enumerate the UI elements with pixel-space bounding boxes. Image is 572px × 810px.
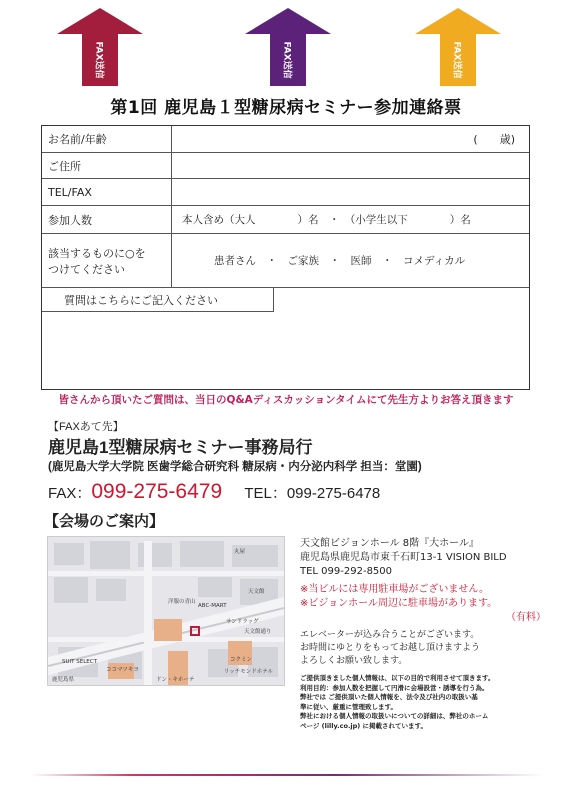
- fax-line: [48, 480, 380, 504]
- address-label: ご住所: [42, 153, 172, 178]
- row-attendees: [42, 206, 529, 234]
- fax-arrow-1: [57, 8, 143, 86]
- fax-number: 099-275-6479: [91, 480, 223, 503]
- tel-fax-label: TEL/FAX: [42, 179, 172, 205]
- elevator-line: よろしくお願い致します。: [300, 656, 408, 666]
- attendees-text: 本人含め（大人 ）名 ・ （小学生以下 ）名: [182, 214, 471, 226]
- attendees-field[interactable]: [172, 206, 529, 233]
- registration-form: [41, 125, 530, 390]
- category-label-line1: 該当するものに○を: [48, 246, 146, 260]
- fax-arrow-label: FAX送信: [93, 41, 104, 79]
- tel-number: TEL：099-275-6478: [244, 485, 381, 502]
- attendees-label: 参加人数: [42, 206, 172, 233]
- page-title: 第1回 鹿児島１型糖尿病セミナー参加連絡票: [110, 98, 462, 118]
- map-label: 天文館通り: [244, 629, 272, 635]
- map-label: 洋服の青山: [168, 599, 196, 605]
- question-note: 皆さんから頂いたご質問は、当日のQ&Aディスカッションタイムにて先生方よりお答え頂きます: [58, 394, 514, 406]
- parking-paid: （有料）: [506, 612, 546, 623]
- office-name: 鹿児島1型糖尿病セミナー事務局行: [48, 438, 313, 457]
- map-label: ABC-MART: [198, 603, 227, 609]
- age-text: ( 歳): [473, 133, 515, 146]
- name-age-field[interactable]: [172, 126, 529, 152]
- map-label: ドン・キホーテ: [156, 677, 195, 683]
- fax-arrow-label: FAX送信: [451, 41, 462, 79]
- map-label: コクミン: [230, 657, 253, 663]
- row-tel: [42, 179, 529, 206]
- privacy-line: 弊社における個人情報の取扱いについての詳細は、弊社のホーム: [300, 712, 489, 720]
- row-category: [42, 234, 529, 288]
- name-age-label: お名前/年齢: [42, 126, 172, 152]
- map-label: サンドラッグ: [226, 619, 259, 625]
- privacy-line: ページ (lilly.co.jp) に掲載されています。: [300, 721, 428, 730]
- elevator-line: エレベーターが込み合うことがございます。: [300, 630, 480, 640]
- venue-tel: TEL 099-292-8500: [300, 566, 393, 577]
- fax-arrow-label: FAX送信: [281, 41, 292, 79]
- venue-info: [300, 537, 560, 731]
- question-label: 質問はこちらにご記入ください: [42, 288, 274, 312]
- venue-hall: 天文館ビジョンホール 8階『大ホール』: [300, 538, 479, 549]
- fax-dest-heading: 【FAXあて先】: [48, 421, 124, 433]
- map-graphic: [48, 537, 284, 685]
- privacy-line: 弊社では ご提供頂いた個人情報を、法令及び社内の取扱い基: [300, 693, 478, 701]
- privacy-line: 利用目的：参加人数を把握して円滑に会場設営・誘導を行う為。: [300, 683, 489, 692]
- tel-fax-field[interactable]: [172, 179, 529, 205]
- elevator-line: お時間にゆとりをもってお越し頂けますよう: [300, 643, 481, 653]
- fax-arrow-3: [415, 8, 501, 86]
- map-label: ココマツキヨ: [106, 667, 139, 673]
- map-label: 鹿児島県: [52, 677, 75, 683]
- category-options[interactable]: [172, 234, 529, 287]
- address-field[interactable]: [172, 153, 529, 178]
- question-field[interactable]: [42, 312, 529, 388]
- fax-arrow-2: [245, 8, 331, 86]
- venue-heading: 【会場のご案内】: [44, 512, 165, 530]
- row-address: [42, 153, 529, 179]
- parking-note-2: ※ビジョンホール周辺に駐車場があります。: [300, 598, 498, 609]
- map-label: リッチモンドホテル: [224, 669, 274, 675]
- fax-label: FAX：: [48, 485, 92, 502]
- footer-bar: [31, 774, 543, 776]
- map-label: SUIT SELECT: [62, 659, 97, 665]
- row-name: [42, 126, 529, 153]
- category-label-line2: つけてください: [48, 262, 125, 276]
- elevator-note: [300, 629, 560, 668]
- category-label: [42, 234, 172, 287]
- category-options-text: 患者さん ・ ご家族 ・ 医師 ・ コメディカル: [214, 255, 466, 267]
- privacy-note: [300, 674, 560, 731]
- venue-map: [47, 536, 285, 686]
- privacy-line: 準に従い、厳重に管理致します。: [300, 702, 397, 711]
- venue-address: 鹿児島県鹿児島市東千石町13-1 VISION BILD: [300, 552, 507, 563]
- map-label: 丸屋: [234, 549, 246, 555]
- privacy-line: ご提供頂きました個人情報は、以下の目的で利用させて頂きます。: [300, 674, 495, 682]
- parking-note-1: ※当ビルには専用駐車場がございません。: [300, 584, 489, 595]
- map-label: 天文館: [248, 589, 265, 595]
- affiliation: (鹿児島大学大学院 医歯学総合研究科 糖尿病・内分泌内科学 担当：堂園): [48, 461, 422, 473]
